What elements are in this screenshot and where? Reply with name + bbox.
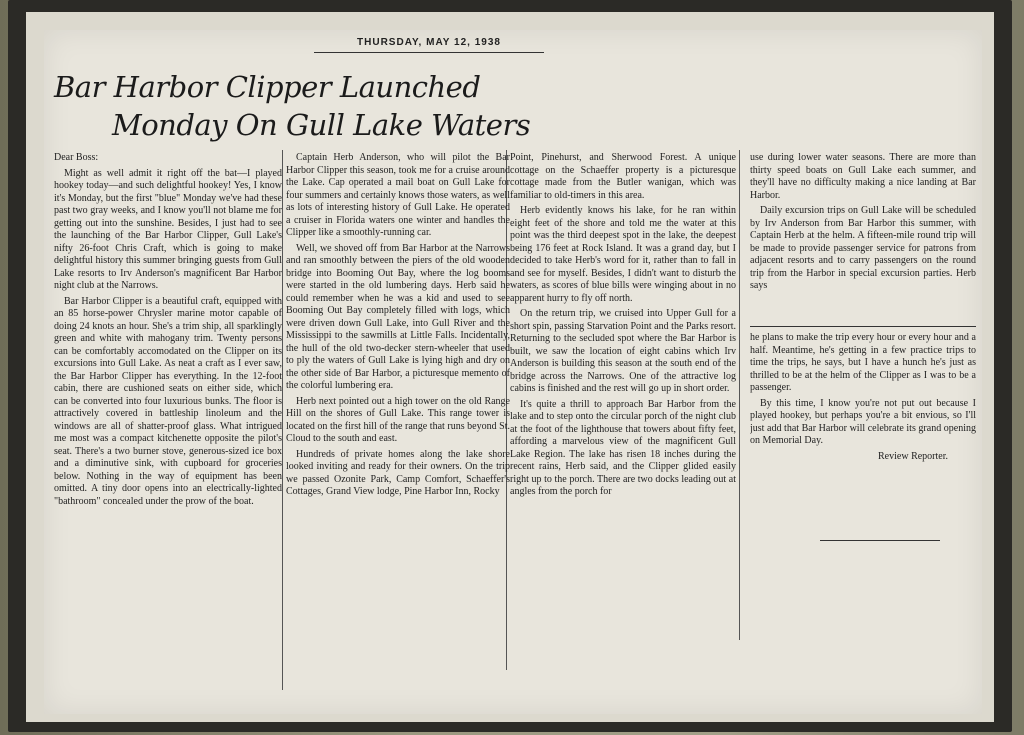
column-divider xyxy=(739,150,740,640)
paragraph: Hundreds of private homes along the lake shore looked inviting and ready for their owners. On the trip we passed Ozonite Park, Camp Comfort, Schaeffer's Cottages, Grand View lodge, Pine Harbor Inn, Rocky xyxy=(286,448,510,497)
article-column-4-top xyxy=(750,152,976,322)
paragraph: he plans to make the trip every hour or every hour and a half. Meantime, he's getting in a few practice trips to time the trips, he says, but I have a hunch he's just as thrilled to be at the helm of the Clipper as I was to be a passenger. xyxy=(750,332,976,393)
paragraph: Bar Harbor Clipper is a beautiful craft, equipped with an 85 horse-power Chrysler marine motor capable of doing 24 knots an hour. She's a trim ship, all sparklingly green and white with mahogany trim. Twenty persons can be comfortably accomodated on the Clipper on its excursions into Gull Lake. As neat a craft as I ever saw, the Bar Harbor Clipper has everything. In the 12-foot cabin, there are cushioned seats on either side, which can be converted into four luxurious bunks. The floor is attractively covered in battleship linoleum and the windows are all of shatter-proof glass. What intrigued me most was a compact kitchenette opposite the pilot's seat. There's a two burner stove, generous-sized ice box and a diminutive sink, with cupboard for groceries below. Nothing in the way of equipment has been omitted. A tiny door opens into an electrically-lighted "bathroom" concealed under the prow of the boat. xyxy=(54,295,282,507)
headline-line-1: Bar Harbor Clipper Launched xyxy=(54,70,481,104)
paragraph: Might as well admit it right off the bat—I played hookey today—and such delightful hookey! Yes, I know it's Monday, but the first "blue" Monday we've had these past two gray weeks, and I know you'll not blame me for getting out into the sunshine. Besides, I just had to see the launching of the Bar Harbor Clipper, Gull Lake's nifty 26-foot Chris Craft, which is going to make delightful history this summer bringing guests from Gull Lake resorts to Irv Anderson's magnificent Bar Harbor night club at the Narrows. xyxy=(54,167,282,291)
headline-line-2: Monday On Gull Lake Waters xyxy=(112,108,531,142)
paragraph: Daily excursion trips on Gull Lake will be scheduled by Irv Anderson from Bar Harbor this summer, with Captain Herb at the helm. A fifteen-mile round trip will be made to provide passenger service for patrons from adjacent resorts and to carry passengers on the round trip from the Harbor in special excursion parties. Herb says xyxy=(750,205,976,291)
dateline-rule xyxy=(314,52,544,53)
article-column-4-bottom xyxy=(750,332,976,532)
article-column-1 xyxy=(54,152,282,712)
signature-rule xyxy=(820,540,940,541)
paragraph: It's quite a thrill to approach Bar Harbor from the lake and to step onto the circular porch of the night club at the foot of the lighthouse that towers about fifty feet, affording a marvelous view of the magnificent Gull Lake Region. The lake has risen 18 inches during the recent rains, Herb said, and the Clipper glided easily right up to the porch. There are two docks leading out at angles from the porch for xyxy=(510,398,736,497)
paragraph: Captain Herb Anderson, who will pilot the Bar Harbor Clipper this season, took me for a cruise around the Lake. Cap operated a mail boat on Gull Lake for four summers and certainly knows those waters, as well as lots of interesting history of Gull Lake. He operated a cruiser in Florida waters one winter and handles the Clipper like a smoothly-running car. xyxy=(286,152,510,238)
newspaper-clipping xyxy=(44,30,982,714)
paragraph: On the return trip, we cruised into Upper Gull for a short spin, passing Starvation Point and the Parks resort. Returning to the secluded spot where the Bar Harbor is built, we saw the location of eight cabins which Irv Anderson is building this season at the south end of the bridge across the Narrows. One of the attractive log cabins is finished and the rest will go up in short order. xyxy=(510,308,736,394)
article-column-2 xyxy=(286,152,510,692)
paragraph: use during lower water seasons. There are more than thirty speed boats on Gull Lake each summer, and they'll have no difficulty making a nice landing at Bar Harbor. xyxy=(750,152,976,201)
paragraph: Well, we shoved off from Bar Harbor at the Narrows and ran smoothly between the piers of the old wooden bridge into Booming Out Bay, where the log booms were started in the old lumbering days. Herb said he could remember when he was a kid and used to see Booming Out Bay completely filled with logs, which were driven down Gull Lake, into Gull River and the Mississippi to the sawmills at Little Falls. Incidentally, the hull of the old two-decker stern-wheeler that used to ply the waters of Gull Lake is lying high and dry on the other side of Bar Harbor, a picturesque memento of the colorful lumbering era. xyxy=(286,242,510,391)
salutation: Dear Boss: xyxy=(54,152,99,163)
signature: Review Reporter. xyxy=(878,450,948,462)
paragraph: Herb evidently knows his lake, for he ran within eight feet of the shore and told me the water at this point was the third deepest spot in the lake, the deepest being 176 feet at Rock Island. It was a grand day, but I decided to take Herb's word for it, rather than to fall in and see for myself. Besides, I didn't want to disturb the waters, as scores of blue bills were winging about in no apparent hurry to fly off north. xyxy=(510,205,736,304)
column-4-rule xyxy=(750,326,976,327)
paragraph: By this time, I know you're not put out because I played hookey, but perhaps you're a bit envious, so I'll just add that Bar Harbor will celebrate its grand opening on Memorial Day. xyxy=(750,397,976,446)
dateline: THURSDAY, MAY 12, 1938 xyxy=(357,37,501,48)
article-column-3 xyxy=(510,152,736,652)
column-divider xyxy=(282,150,283,690)
paragraph: Point, Pinehurst, and Sherwood Forest. A unique cottage on the Schaeffer property is a picturesque cottage made from the Butler wanigan, which was familiar to old-timers in this area. xyxy=(510,152,736,201)
paragraph: Herb next pointed out a high tower on the old Range Hill on the shores of Gull Lake. This range tower is located on the first hill of the range that runs beyond St. Cloud to the south and east. xyxy=(286,395,510,444)
